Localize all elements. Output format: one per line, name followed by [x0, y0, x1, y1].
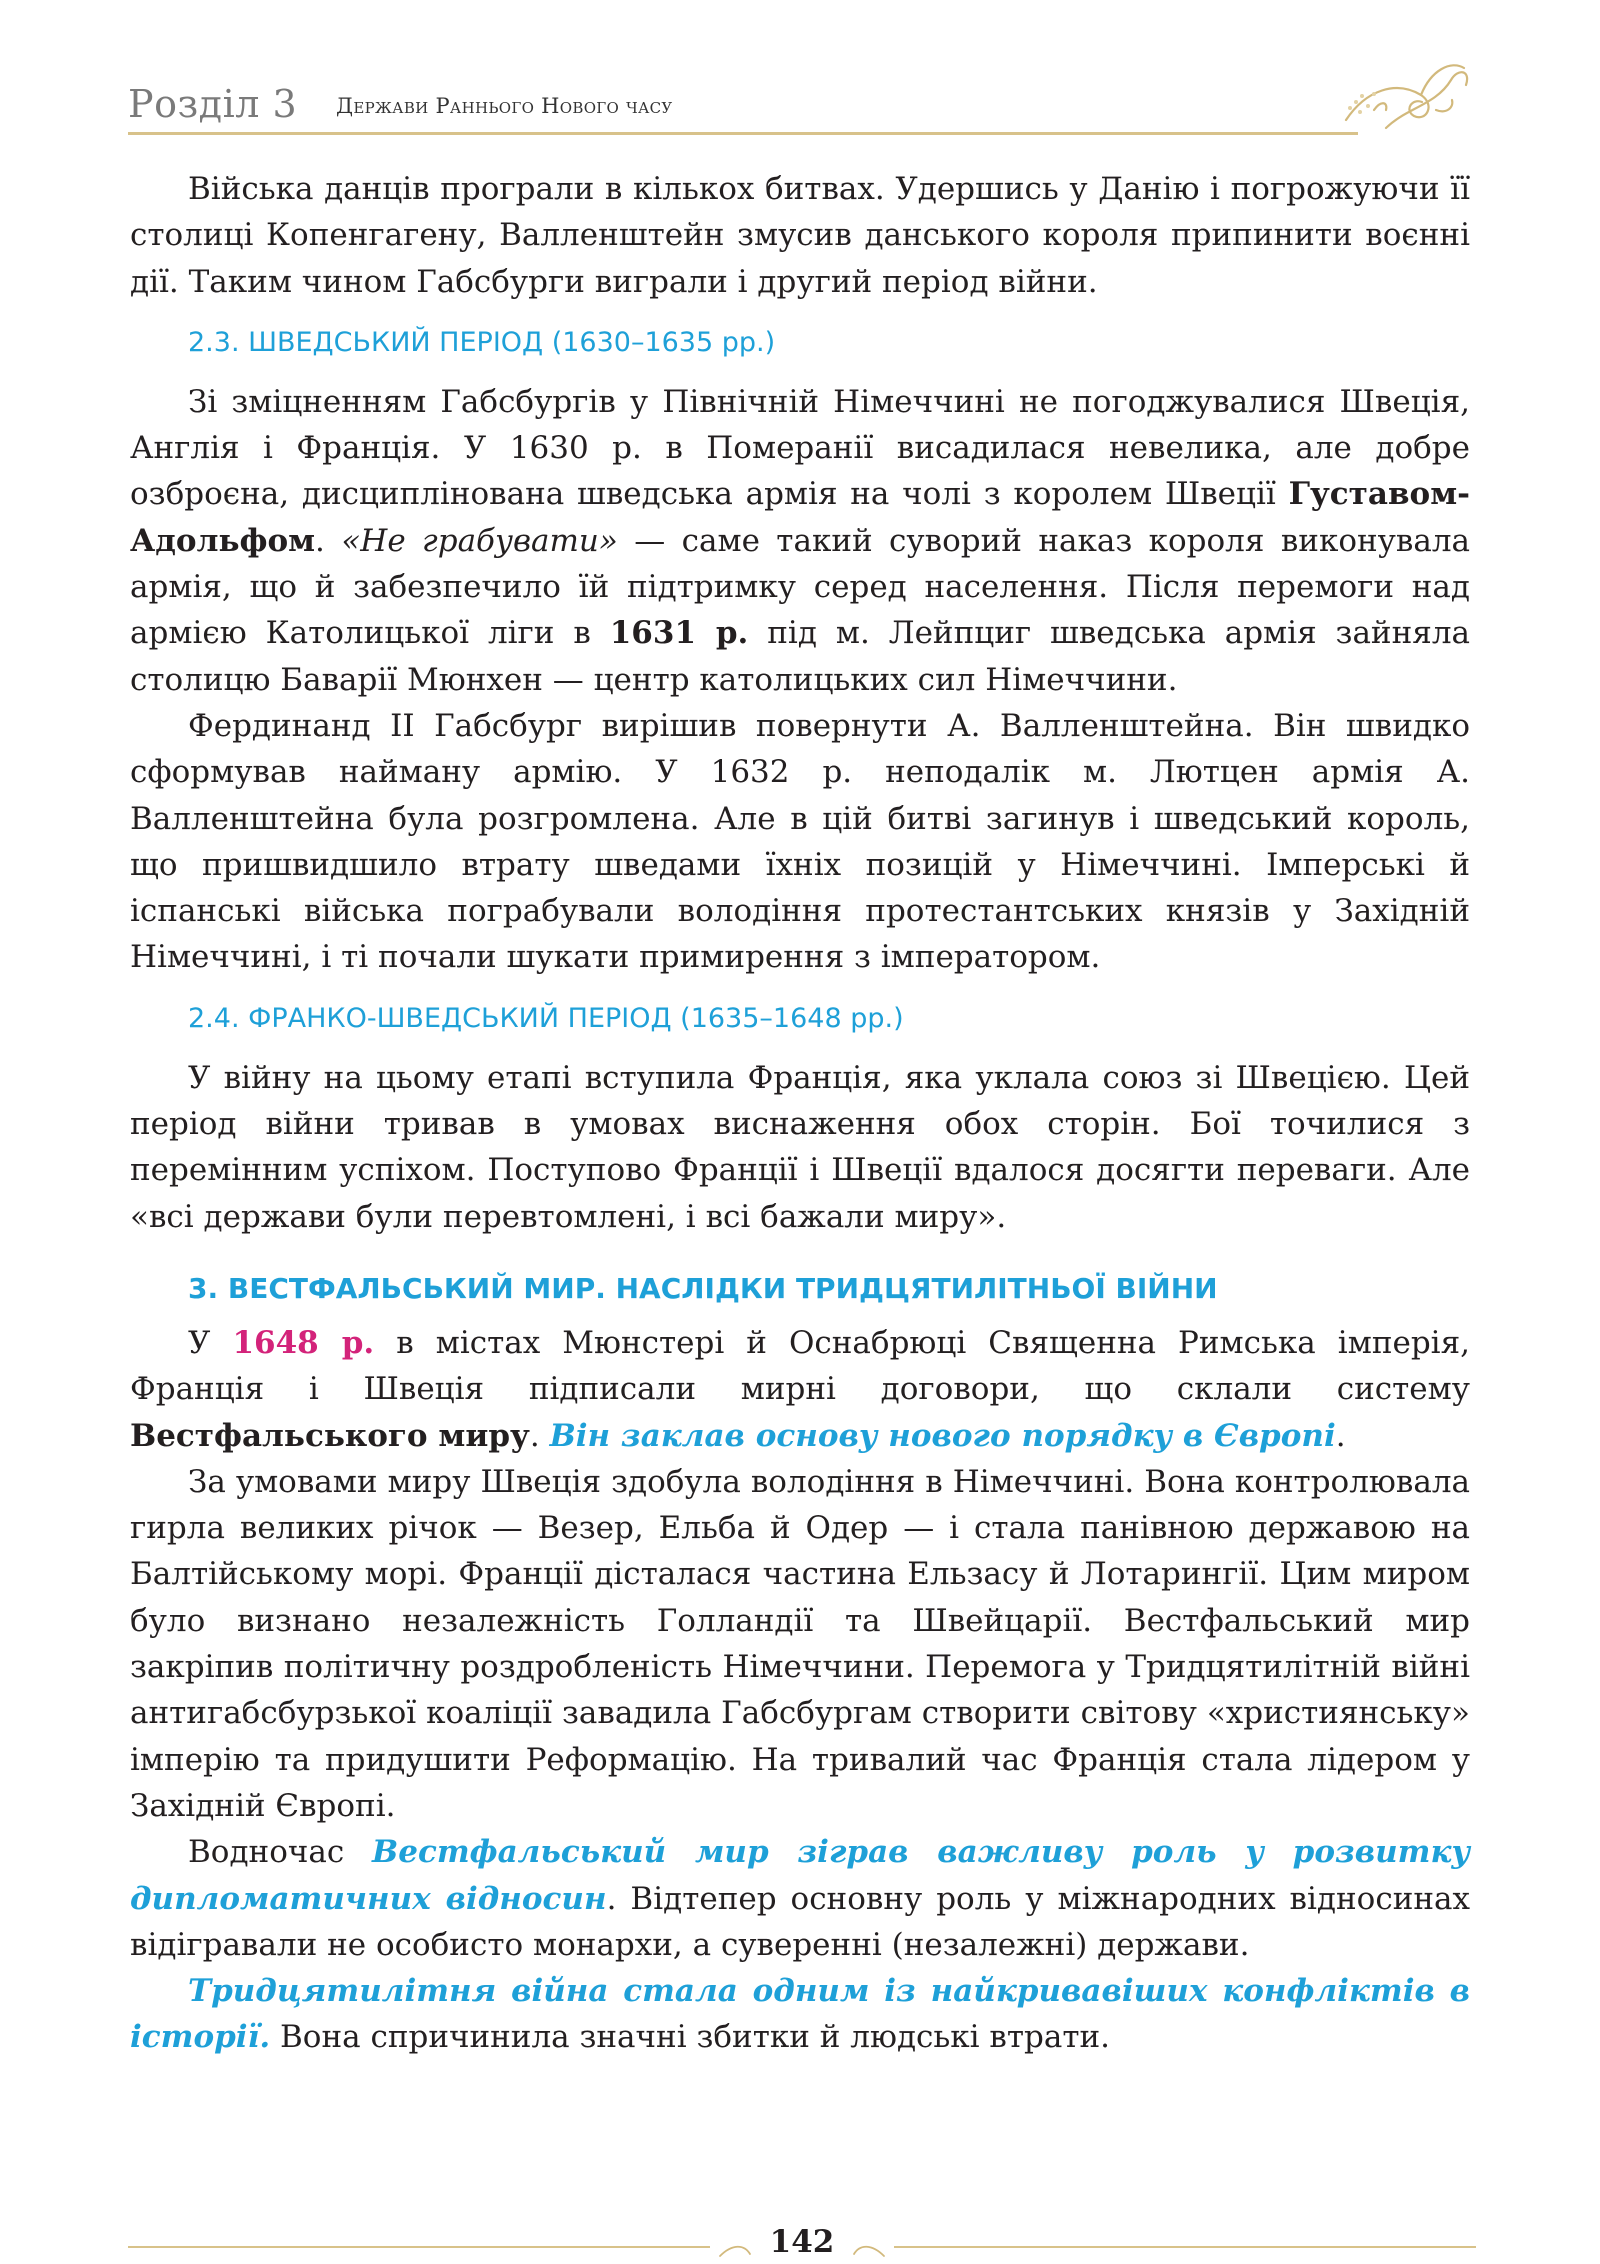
name-gustav-adolf: Густавом-Адольфом: [130, 476, 1470, 559]
header-divider: [128, 132, 1358, 135]
paragraph-bloodiest-conflict: Тридцятилітня війна стала одним із найкривавіших конфліктів в історії. Вона спричинила значні збитки й людські втрати.: [130, 1973, 1470, 2056]
page-number: 142: [769, 2224, 835, 2260]
paragraph-france-enters: У війну на цьому етапі вступила Франція, яка уклала союз зі Швецією. Цей період війни тривав в умовах виснаження обох сторін. Бої точилися з перемінним успіхом. Поступово Франції і Швеції вдалося досягти переваги. Але «всі держави були перевтомлені, і всі бажали миру».: [130, 1059, 1470, 1235]
paragraph-swedish-landing: Зі зміцненням Габсбургів у Північній Німеччині не погоджувалися Швеція, Англія і Франція. У 1630 р. в Померанії висадилася невелика, але добре озброєна, дисциплінована шведська армія на чолі з королем Швеції Густавом-Адольфом. «Не грабувати» — саме такий суворий наказ короля виконувала армія, що й забезпечило їй підтримку серед населення. Після перемоги над армією Католицької ліги в 1631 р. під м. Лейпциг шведська армія зайняла столицю Баварії Мюнхен — центр католицьких сил Німеччини.: [130, 383, 1470, 698]
page-content: [130, 166, 1470, 2061]
chapter-subtitle: Держави Раннього Нового часу: [336, 94, 673, 118]
paragraph-diplomacy: Водночас Вестфальський мир зіграв важливу роль у розвитку дипломатичних відносин. Відтепер основну роль у міжнародних відносинах відігравали не особисто монархи, а суверенні (незалежні) держави.: [130, 1834, 1470, 1963]
paragraph-peace-terms: За умовами миру Швеція здобула володіння в Німеччині. Вона контролювала гирла великих річок — Везер, Ельба й Одер — і стала панівною державою на Балтійському морі. Франції дісталася частина Ельзасу й Лотарингії. Цим миром було визнано незалежність Голландії та Швейцарії. Вестфальський мир закріпив політичну роздробленість Німеччини. Перемога у Тридцятилітній війні антигабсбурзької коаліції завадила Габсбургам створити світову «християнську» імперію та придушити Реформацію. На тривалий час Франція стала лідером у Західній Європі.: [130, 1463, 1470, 1824]
heading-swedish-period: 2.3. ШВЕДСЬКИЙ ПЕРІОД (1630–1635 рр.): [188, 326, 776, 358]
quote-no-plunder: «Не грабувати»: [341, 522, 618, 559]
year-1631: 1631 р.: [609, 615, 749, 652]
paragraph-danish-defeat: Війська данців програли в кількох битвах. Удершись у Данію і погрожуючи її столиці Копенгагену, Валленштейн змусив данського короля припинити воєнні дії. Таким чином Габсбурги виграли і другий період війни.: [130, 171, 1470, 300]
highlight-diplomacy: Вестфальський мир зіграв важливу роль у розвитку дипломатичних відносин: [130, 1834, 1470, 1917]
term-westphalian-peace: Вестфальського миру: [130, 1417, 530, 1454]
highlight-new-order: Він заклав основу нового порядку в Європі: [549, 1417, 1336, 1454]
paragraph-ferdinand: Фердинанд ІІ Габсбург вирішив повернути А. Валленштейна. Він швидко сформував найману армію. У 1632 р. неподалік м. Лютцен армія А. Валленштейна була розгромлена. Але в цій битві загинув і шведський король, що пришвидшило втрату шведами їхніх позицій у Німеччині. Імперські й іспанські війська пограбували володіння протестантських князів у Західній Німеччині, і ті почали шукати примирення з імператором.: [130, 707, 1470, 976]
page-footer: [128, 2224, 1476, 2263]
heading-franco-swedish-period: 2.4. ФРАНКО-ШВЕДСЬКИЙ ПЕРІОД (1635–1648 рр.): [188, 1002, 904, 1034]
paragraph-1648-treaties: У 1648 р. в містах Мюнстері й Оснабрюці Священна Римська імперія, Франція і Швеція підписали мирні договори, що склали систему Вестфальського миру. Він заклав основу нового порядку в Європі.: [130, 1324, 1471, 1454]
footer-divider-right: [894, 2246, 1476, 2248]
heading-westphalian-peace: 3. ВЕСТФАЛЬСЬКИЙ МИР. НАСЛІДКИ ТРИДЦЯТИЛІТНЬОЇ ВІЙНИ: [188, 1271, 1218, 1305]
floral-ornament-icon: [1326, 50, 1476, 140]
chapter-label: Розділ 3: [128, 82, 298, 126]
year-1648: 1648 р.: [232, 1324, 375, 1361]
page-header: [128, 72, 1476, 152]
highlight-bloodiest-war: Тридцятилітня війна стала одним із найкривавіших конфліктів в історії.: [130, 1973, 1470, 2056]
